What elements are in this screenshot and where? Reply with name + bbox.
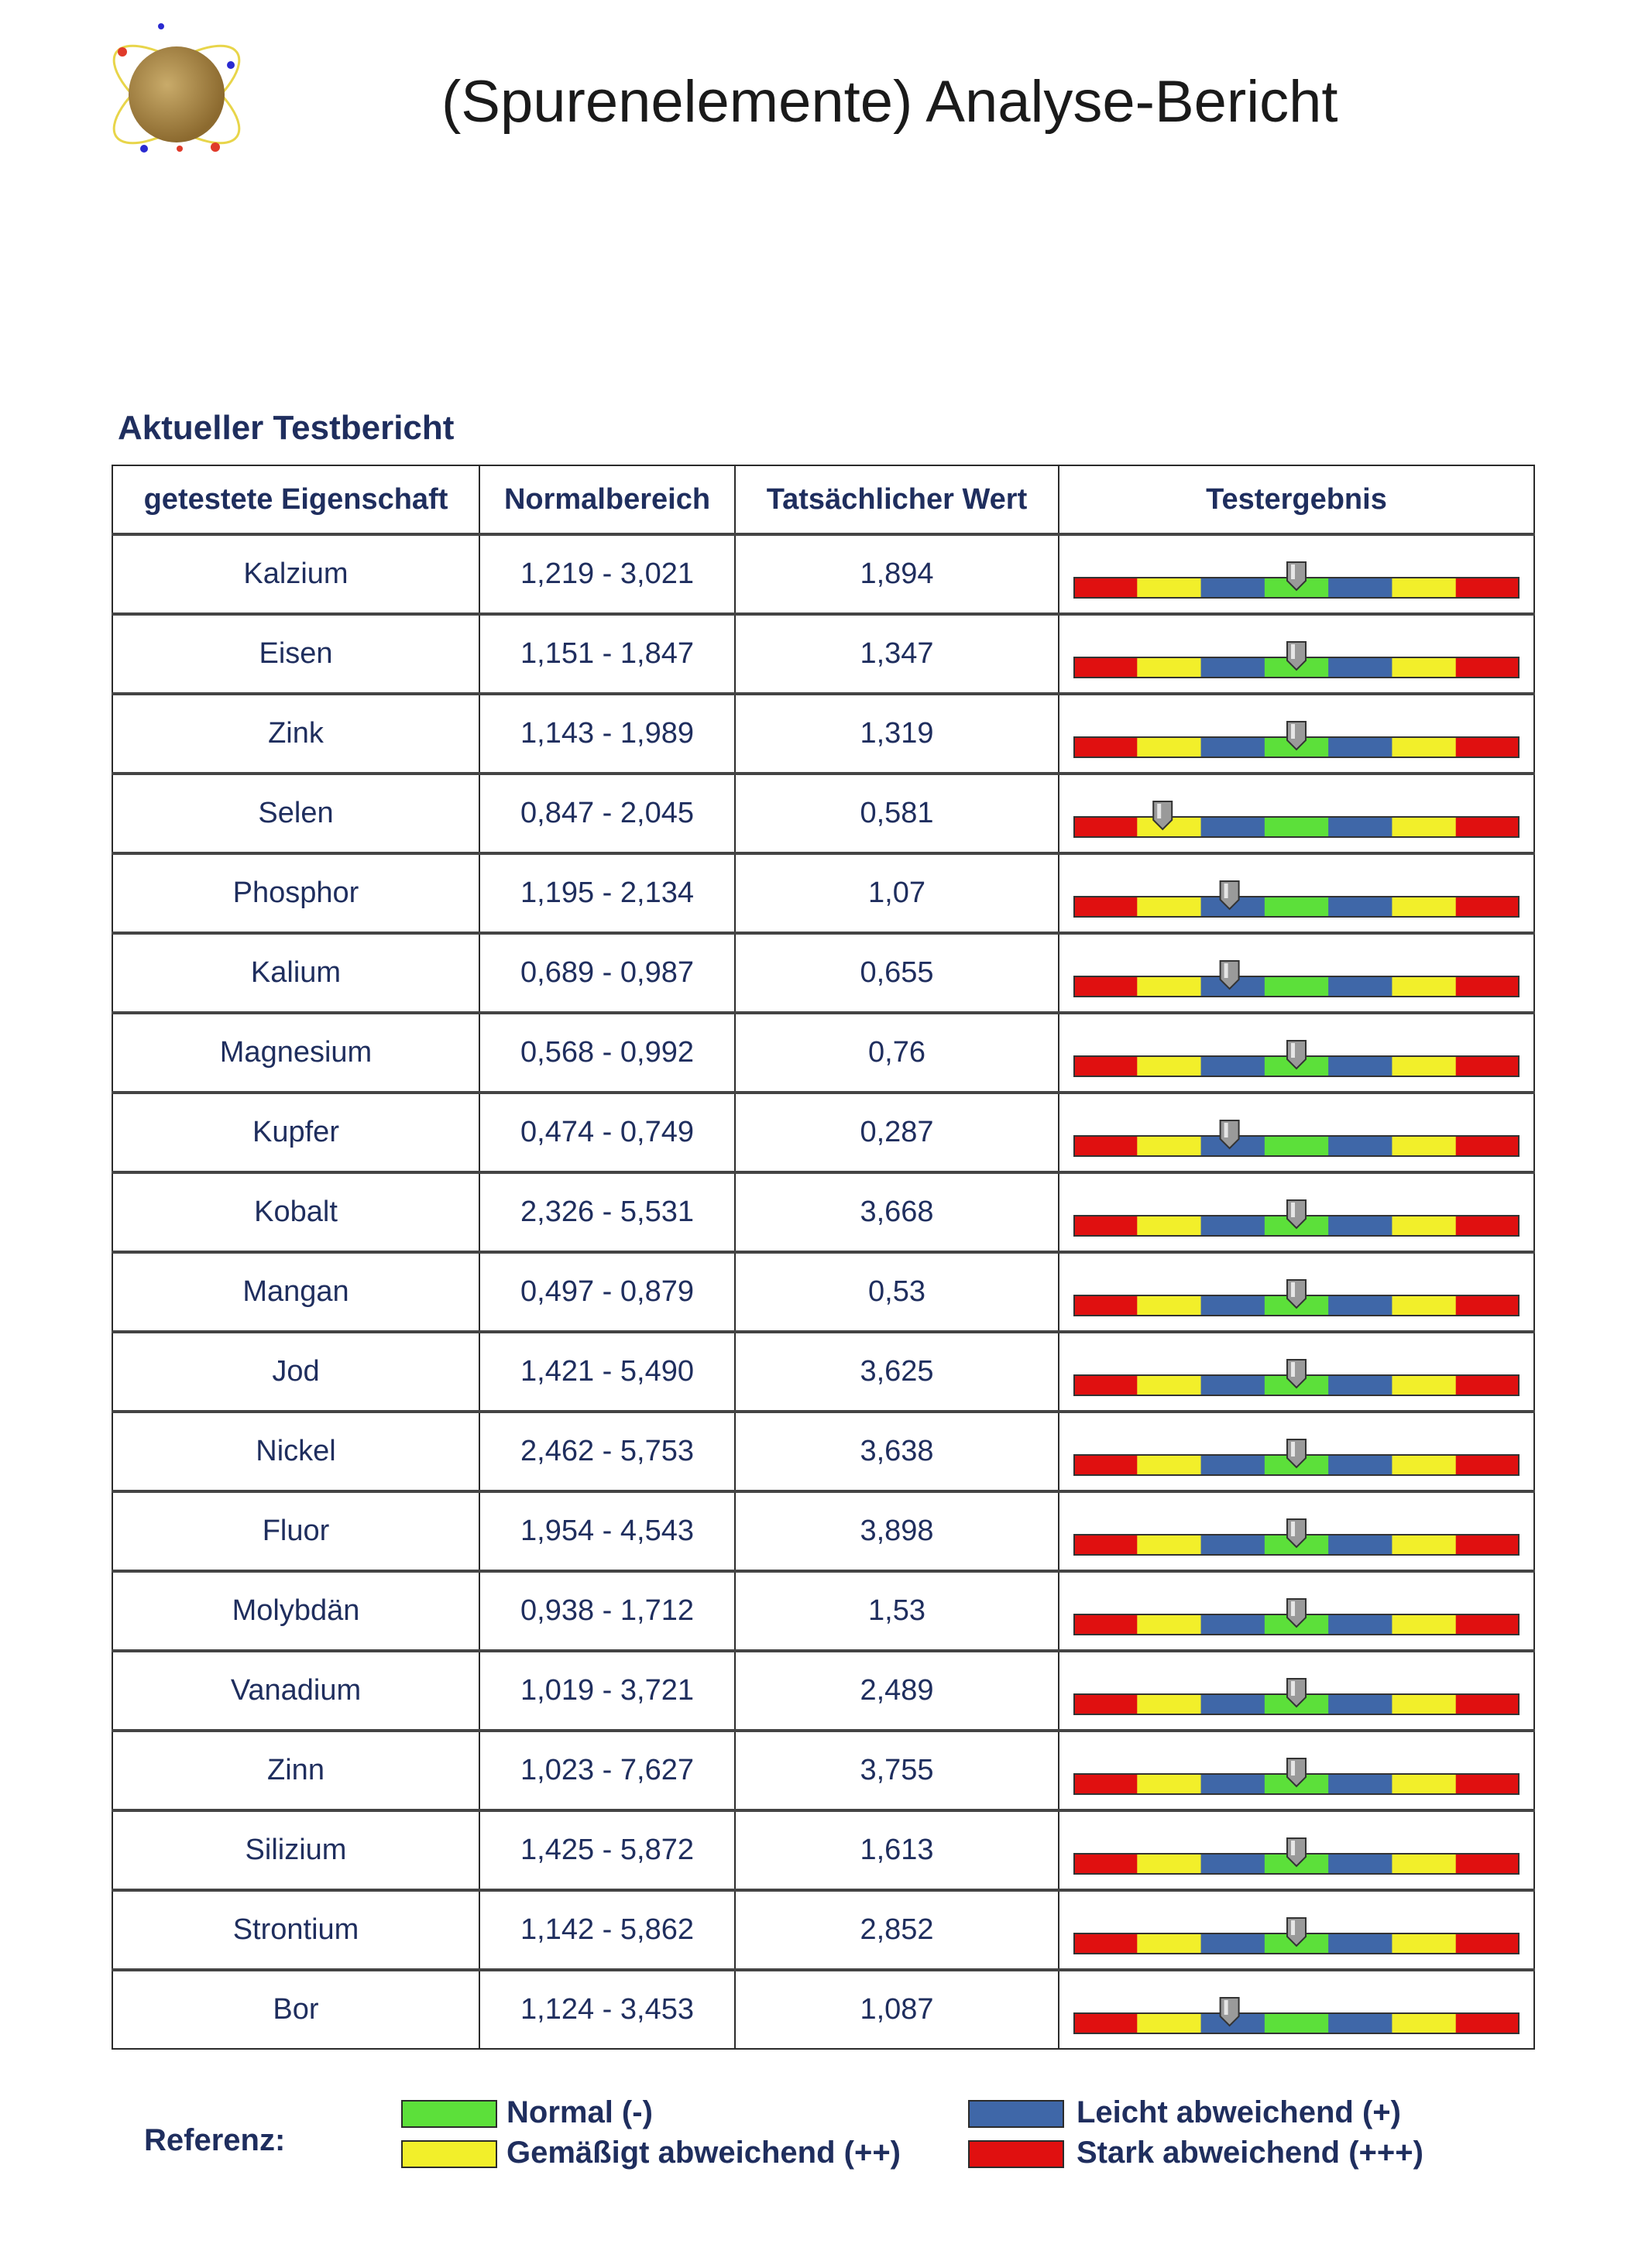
table-row [112, 1731, 1534, 1810]
result-gauge [1073, 640, 1520, 667]
normal-range-cell: 1,142 - 5,862 [479, 1890, 735, 1970]
gauge-segment [1137, 737, 1201, 757]
table-row [112, 853, 1534, 933]
report-table [112, 465, 1535, 2050]
actual-value-cell: 0,581 [735, 774, 1059, 853]
result-gauge [1073, 720, 1520, 746]
gauge-segment [1456, 1933, 1520, 1954]
actual-value-cell: 3,668 [735, 1172, 1059, 1252]
result-gauge [1073, 1837, 1520, 1863]
gauge-bar [1073, 1438, 1520, 1487]
table-row [112, 1810, 1534, 1890]
gauge-segment [1137, 1614, 1201, 1635]
result-gauge [1073, 880, 1520, 906]
element-name-cell: Kupfer [112, 1093, 479, 1172]
result-gauge [1073, 800, 1520, 826]
legend-label: Referenz: [144, 2123, 286, 2157]
normal-range-cell: 1,954 - 4,543 [479, 1491, 735, 1571]
result-gauge-cell [1059, 1571, 1534, 1651]
gauge-segment [1201, 657, 1265, 678]
gauge-segment [1328, 1774, 1392, 1794]
actual-value-cell: 0,287 [735, 1093, 1059, 1172]
gauge-segment [1073, 578, 1138, 598]
gauge-segment [1456, 1774, 1520, 1794]
gauge-segment [1201, 1455, 1265, 1475]
gauge-bar [1073, 1119, 1520, 1168]
gauge-segment [1073, 1375, 1138, 1395]
gauge-segment [1456, 817, 1520, 837]
legend-swatch-strong [968, 2140, 1064, 2168]
result-gauge-cell [1059, 614, 1534, 694]
gauge-segment [1456, 1535, 1520, 1555]
element-name-cell: Phosphor [112, 853, 479, 933]
result-gauge-cell [1059, 1731, 1534, 1810]
normal-range-cell: 1,019 - 3,721 [479, 1651, 735, 1731]
table-row [112, 1332, 1534, 1412]
actual-value-cell: 1,07 [735, 853, 1059, 933]
gauge-segment [1073, 1933, 1138, 1954]
result-gauge-cell [1059, 1412, 1534, 1491]
gauge-segment [1073, 1774, 1138, 1794]
gauge-segment [1456, 897, 1520, 917]
normal-range-cell: 0,497 - 0,879 [479, 1252, 735, 1332]
gauge-segment [1392, 1933, 1456, 1954]
table-row [112, 1252, 1534, 1332]
gauge-segment [1137, 657, 1201, 678]
gauge-segment [1392, 1854, 1456, 1874]
gauge-bar [1073, 561, 1520, 610]
element-name-cell: Bor [112, 1970, 479, 2049]
gauge-segment [1456, 1056, 1520, 1076]
legend-text-slight: Leicht abweichend (+) [1077, 2095, 1401, 2129]
gauge-segment [1328, 1614, 1392, 1635]
gauge-segment [1456, 976, 1520, 997]
element-name-cell: Magnesium [112, 1013, 479, 1093]
result-gauge [1073, 1677, 1520, 1704]
gauge-segment [1456, 1614, 1520, 1635]
actual-value-cell: 0,53 [735, 1252, 1059, 1332]
result-gauge [1073, 1199, 1520, 1225]
gauge-bar [1073, 1677, 1520, 1727]
page-title: (Spurenelemente) Analyse-Bericht [441, 69, 1338, 135]
table-row [112, 694, 1534, 774]
gauge-segment [1265, 897, 1329, 917]
gauge-segment [1456, 1694, 1520, 1714]
gauge-segment [1265, 1136, 1329, 1156]
gauge-bar [1073, 1916, 1520, 1966]
gauge-segment [1073, 817, 1138, 837]
gauge-segment [1392, 1295, 1456, 1316]
gauge-segment [1392, 737, 1456, 757]
gauge-segment [1201, 1535, 1265, 1555]
element-name-cell: Kalium [112, 933, 479, 1013]
gauge-segment [1328, 1295, 1392, 1316]
normal-range-cell: 1,124 - 3,453 [479, 1970, 735, 2049]
normal-range-cell: 1,425 - 5,872 [479, 1810, 735, 1890]
element-name-cell: Jod [112, 1332, 479, 1412]
gauge-bar [1073, 1199, 1520, 1248]
result-gauge-cell [1059, 694, 1534, 774]
gauge-bar [1073, 1597, 1520, 1647]
legend-text-strong: Stark abweichend (+++) [1077, 2136, 1423, 2170]
normal-range-cell: 1,143 - 1,989 [479, 694, 735, 774]
normal-range-cell: 0,568 - 0,992 [479, 1013, 735, 1093]
gauge-bar [1073, 1039, 1520, 1089]
gauge-segment [1392, 1694, 1456, 1714]
gauge-segment [1137, 1216, 1201, 1236]
normal-range-cell: 2,462 - 5,753 [479, 1412, 735, 1491]
element-name-cell: Selen [112, 774, 479, 853]
gauge-segment [1392, 1216, 1456, 1236]
table-header-row [112, 465, 1534, 534]
element-name-cell: Fluor [112, 1491, 479, 1571]
result-gauge [1073, 1916, 1520, 1943]
table-row [112, 614, 1534, 694]
gauge-segment [1456, 2013, 1520, 2033]
element-name-cell: Eisen [112, 614, 479, 694]
gauge-segment [1201, 1056, 1265, 1076]
column-header-result: Testergebnis [1059, 465, 1534, 534]
gauge-segment [1392, 1136, 1456, 1156]
result-gauge [1073, 1039, 1520, 1065]
gauge-segment [1073, 897, 1138, 917]
result-gauge [1073, 1119, 1520, 1145]
gauge-segment [1328, 1455, 1392, 1475]
gauge-segment [1392, 1774, 1456, 1794]
gauge-segment [1073, 657, 1138, 678]
gauge-segment [1328, 1933, 1392, 1954]
result-gauge [1073, 959, 1520, 986]
normal-range-cell: 1,023 - 7,627 [479, 1731, 735, 1810]
element-name-cell: Zink [112, 694, 479, 774]
result-gauge-cell [1059, 853, 1534, 933]
gauge-segment [1392, 897, 1456, 917]
gauge-segment [1456, 737, 1520, 757]
gauge-segment [1392, 1455, 1456, 1475]
result-gauge [1073, 1278, 1520, 1305]
gauge-bar [1073, 1837, 1520, 1886]
gauge-bar [1073, 1358, 1520, 1408]
gauge-segment [1456, 657, 1520, 678]
section-title: Aktueller Testbericht [118, 409, 455, 447]
normal-range-cell: 0,474 - 0,749 [479, 1093, 735, 1172]
element-name-cell: Strontium [112, 1890, 479, 1970]
gauge-segment [1201, 737, 1265, 757]
gauge-segment [1137, 1694, 1201, 1714]
gauge-segment [1137, 1854, 1201, 1874]
normal-range-cell: 1,151 - 1,847 [479, 614, 735, 694]
actual-value-cell: 2,852 [735, 1890, 1059, 1970]
table-row [112, 534, 1534, 614]
gauge-segment [1201, 1854, 1265, 1874]
company-logo [99, 17, 254, 172]
gauge-segment [1392, 817, 1456, 837]
gauge-segment [1201, 817, 1265, 837]
gauge-segment [1137, 1136, 1201, 1156]
actual-value-cell: 1,087 [735, 1970, 1059, 2049]
gauge-segment [1392, 2013, 1456, 2033]
gauge-segment [1201, 578, 1265, 598]
normal-range-cell: 0,689 - 0,987 [479, 933, 735, 1013]
gauge-segment [1073, 1216, 1138, 1236]
table-row [112, 1093, 1534, 1172]
actual-value-cell: 3,625 [735, 1332, 1059, 1412]
actual-value-cell: 0,76 [735, 1013, 1059, 1093]
gauge-segment [1328, 1694, 1392, 1714]
element-name-cell: Kalzium [112, 534, 479, 614]
element-name-cell: Kobalt [112, 1172, 479, 1252]
gauge-segment [1137, 1056, 1201, 1076]
gauge-segment [1392, 657, 1456, 678]
gauge-segment [1328, 1216, 1392, 1236]
gauge-bar [1073, 1757, 1520, 1807]
legend-swatch-normal [401, 2100, 497, 2128]
column-header-value: Tatsächlicher Wert [735, 465, 1059, 534]
result-gauge [1073, 1438, 1520, 1464]
gauge-segment [1328, 2013, 1392, 2033]
actual-value-cell: 1,613 [735, 1810, 1059, 1890]
gauge-segment [1265, 2013, 1329, 2033]
gauge-segment [1201, 1774, 1265, 1794]
actual-value-cell: 3,755 [735, 1731, 1059, 1810]
table-row [112, 1970, 1534, 2049]
actual-value-cell: 1,894 [735, 534, 1059, 614]
table-row [112, 1013, 1534, 1093]
gauge-segment [1137, 1455, 1201, 1475]
gauge-segment [1073, 1535, 1138, 1555]
normal-range-cell: 1,219 - 3,021 [479, 534, 735, 614]
gauge-segment [1392, 1375, 1456, 1395]
actual-value-cell: 2,489 [735, 1651, 1059, 1731]
gauge-segment [1073, 1056, 1138, 1076]
gauge-segment [1073, 1854, 1138, 1874]
element-name-cell: Silizium [112, 1810, 479, 1890]
gauge-segment [1137, 1295, 1201, 1316]
gauge-segment [1328, 1375, 1392, 1395]
gauge-segment [1201, 1295, 1265, 1316]
result-gauge-cell [1059, 1970, 1534, 2049]
gauge-segment [1265, 976, 1329, 997]
legend-text-moderate: Gemäßigt abweichend (++) [507, 2136, 901, 2170]
gauge-segment [1328, 737, 1392, 757]
column-header-range: Normalbereich [479, 465, 735, 534]
gauge-segment [1073, 1694, 1138, 1714]
result-gauge [1073, 1757, 1520, 1783]
gauge-segment [1137, 2013, 1201, 2033]
gauge-segment [1456, 578, 1520, 598]
gauge-bar [1073, 880, 1520, 929]
gauge-segment [1328, 657, 1392, 678]
gauge-segment [1328, 1136, 1392, 1156]
gauge-segment [1328, 976, 1392, 997]
gauge-segment [1328, 897, 1392, 917]
gauge-segment [1456, 1854, 1520, 1874]
gauge-segment [1328, 578, 1392, 598]
gauge-segment [1392, 1056, 1456, 1076]
gauge-bar [1073, 1278, 1520, 1328]
gauge-segment [1456, 1295, 1520, 1316]
result-gauge-cell [1059, 1890, 1534, 1970]
result-gauge-cell [1059, 1252, 1534, 1332]
element-name-cell: Nickel [112, 1412, 479, 1491]
result-gauge [1073, 1996, 1520, 2023]
gauge-bar [1073, 720, 1520, 770]
legend-swatch-slight [968, 2100, 1064, 2128]
result-gauge-cell [1059, 1651, 1534, 1731]
gauge-segment [1328, 1535, 1392, 1555]
table-row [112, 1890, 1534, 1970]
legend-text-normal: Normal (-) [507, 2095, 653, 2129]
table-row [112, 1172, 1534, 1252]
gauge-segment [1073, 1455, 1138, 1475]
gauge-segment [1073, 1136, 1138, 1156]
gauge-segment [1392, 976, 1456, 997]
table-row [112, 774, 1534, 853]
actual-value-cell: 1,319 [735, 694, 1059, 774]
normal-range-cell: 2,326 - 5,531 [479, 1172, 735, 1252]
normal-range-cell: 0,847 - 2,045 [479, 774, 735, 853]
result-gauge-cell [1059, 1172, 1534, 1252]
result-gauge [1073, 561, 1520, 587]
gauge-segment [1137, 976, 1201, 997]
result-gauge [1073, 1358, 1520, 1384]
gauge-segment [1073, 1295, 1138, 1316]
gauge-bar [1073, 1996, 1520, 2046]
atom-logo-icon [99, 17, 254, 172]
legend-swatch-moderate [401, 2140, 497, 2168]
normal-range-cell: 0,938 - 1,712 [479, 1571, 735, 1651]
result-gauge [1073, 1518, 1520, 1544]
result-gauge-cell [1059, 1093, 1534, 1172]
gauge-segment [1456, 1375, 1520, 1395]
gauge-segment [1392, 1535, 1456, 1555]
result-gauge-cell [1059, 1332, 1534, 1412]
gauge-segment [1073, 2013, 1138, 2033]
table-body [112, 534, 1534, 2049]
gauge-segment [1201, 1694, 1265, 1714]
result-gauge-cell [1059, 774, 1534, 853]
gauge-segment [1392, 1614, 1456, 1635]
gauge-segment [1137, 1933, 1201, 1954]
gauge-segment [1073, 1614, 1138, 1635]
gauge-segment [1201, 1375, 1265, 1395]
normal-range-cell: 1,195 - 2,134 [479, 853, 735, 933]
column-header-property: getestete Eigenschaft [112, 465, 479, 534]
result-gauge-cell [1059, 1013, 1534, 1093]
gauge-segment [1137, 1375, 1201, 1395]
gauge-segment [1328, 1854, 1392, 1874]
gauge-segment [1265, 817, 1329, 837]
actual-value-cell: 1,347 [735, 614, 1059, 694]
result-gauge-cell [1059, 534, 1534, 614]
actual-value-cell: 3,638 [735, 1412, 1059, 1491]
gauge-segment [1328, 817, 1392, 837]
gauge-segment [1073, 737, 1138, 757]
element-name-cell: Vanadium [112, 1651, 479, 1731]
gauge-segment [1456, 1136, 1520, 1156]
result-gauge-cell [1059, 1810, 1534, 1890]
actual-value-cell: 3,898 [735, 1491, 1059, 1571]
table-row [112, 1491, 1534, 1571]
gauge-segment [1201, 1614, 1265, 1635]
gauge-segment [1201, 1933, 1265, 1954]
gauge-bar [1073, 959, 1520, 1009]
gauge-segment [1201, 1216, 1265, 1236]
gauge-segment [1392, 578, 1456, 598]
gauge-segment [1137, 1774, 1201, 1794]
element-name-cell: Mangan [112, 1252, 479, 1332]
table-row [112, 933, 1534, 1013]
gauge-segment [1456, 1455, 1520, 1475]
gauge-segment [1137, 578, 1201, 598]
gauge-bar [1073, 1518, 1520, 1567]
actual-value-cell: 1,53 [735, 1571, 1059, 1651]
element-name-cell: Molybdän [112, 1571, 479, 1651]
actual-value-cell: 0,655 [735, 933, 1059, 1013]
gauge-segment [1456, 1216, 1520, 1236]
table-row [112, 1651, 1534, 1731]
gauge-segment [1137, 1535, 1201, 1555]
element-name-cell: Zinn [112, 1731, 479, 1810]
table-row [112, 1412, 1534, 1491]
result-gauge-cell [1059, 1491, 1534, 1571]
gauge-bar [1073, 640, 1520, 690]
gauge-segment [1328, 1056, 1392, 1076]
gauge-bar [1073, 800, 1520, 849]
gauge-segment [1073, 976, 1138, 997]
normal-range-cell: 1,421 - 5,490 [479, 1332, 735, 1412]
table-row [112, 1571, 1534, 1651]
result-gauge-cell [1059, 933, 1534, 1013]
result-gauge [1073, 1597, 1520, 1624]
gauge-segment [1137, 897, 1201, 917]
